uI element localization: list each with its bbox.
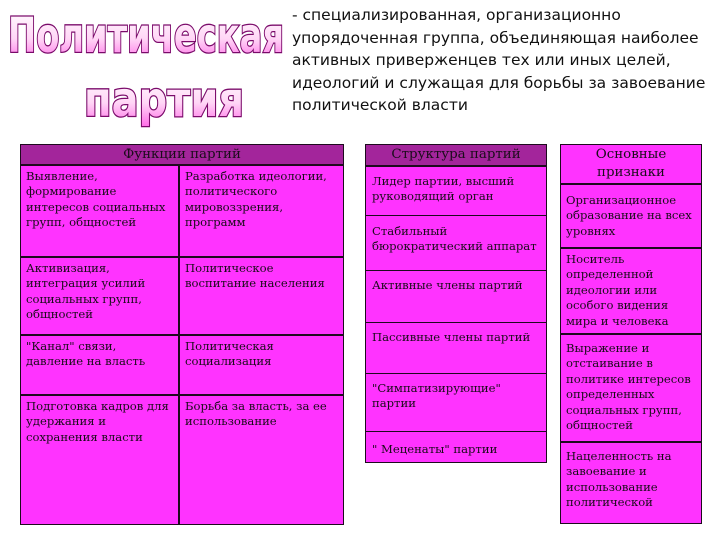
structure-item: Лидер партии, высший руководящий орган	[372, 174, 515, 204]
divider	[366, 431, 546, 432]
definition-text: - специализированная, организационно упорядоченная группа, объединяющая наиболее активных приверженцев тех или иных целей, идеологий и служащая для борьбы за завоевание политической власти	[292, 6, 706, 115]
feature-cell: Выражение и отстаивание в политике интересов определенных социальных групп, общностей	[560, 334, 702, 442]
feature-cell: Нацеленность на завоевание и использование политической	[560, 442, 702, 524]
divider	[366, 215, 546, 216]
structure-column	[365, 166, 547, 463]
features-header	[560, 144, 702, 184]
feature-cell: Носитель определенной идеологии или особого видения мира и человека	[560, 248, 702, 334]
structure-item: Стабильный бюрократический аппарат	[372, 224, 537, 254]
structure-header-label: Структура партий	[391, 147, 521, 162]
function-cell: Активизация, интеграция усилий социальных групп, общностей	[20, 257, 179, 335]
structure-header	[365, 144, 547, 166]
structure-item: "Симпатизирующие" партии	[372, 381, 501, 411]
function-cell: "Канал" связи, давление на власть	[20, 335, 179, 395]
function-cell: Разработка идеологии, политического мировоззрения, программ	[179, 165, 344, 257]
structure-item: " Меценаты" партии	[372, 442, 498, 456]
functions-header-label: Функции партий	[123, 147, 241, 162]
structure-item: Активные члены партий	[372, 278, 523, 292]
divider	[366, 322, 546, 323]
functions-header	[20, 144, 344, 165]
divider	[366, 270, 546, 271]
function-cell: Подготовка кадров для удержания и сохранения власти	[20, 395, 179, 525]
structure-item: Пассивные члены партий	[372, 330, 531, 344]
function-cell: Борьба за власть, за ее использование	[179, 395, 344, 525]
function-cell: Выявление, формирование интересов социальных групп, общностей	[20, 165, 179, 257]
feature-cell: Организационное образование на всех уровнях	[560, 184, 702, 248]
title-line1: Политическая	[8, 8, 284, 64]
features-header-label: Основные признаки	[595, 147, 667, 180]
divider	[366, 373, 546, 374]
title-wordart	[6, 2, 296, 130]
function-cell: Политическое воспитание населения	[179, 257, 344, 335]
function-cell: Политическая социализация	[179, 335, 344, 395]
title-line2: партия	[84, 72, 244, 128]
